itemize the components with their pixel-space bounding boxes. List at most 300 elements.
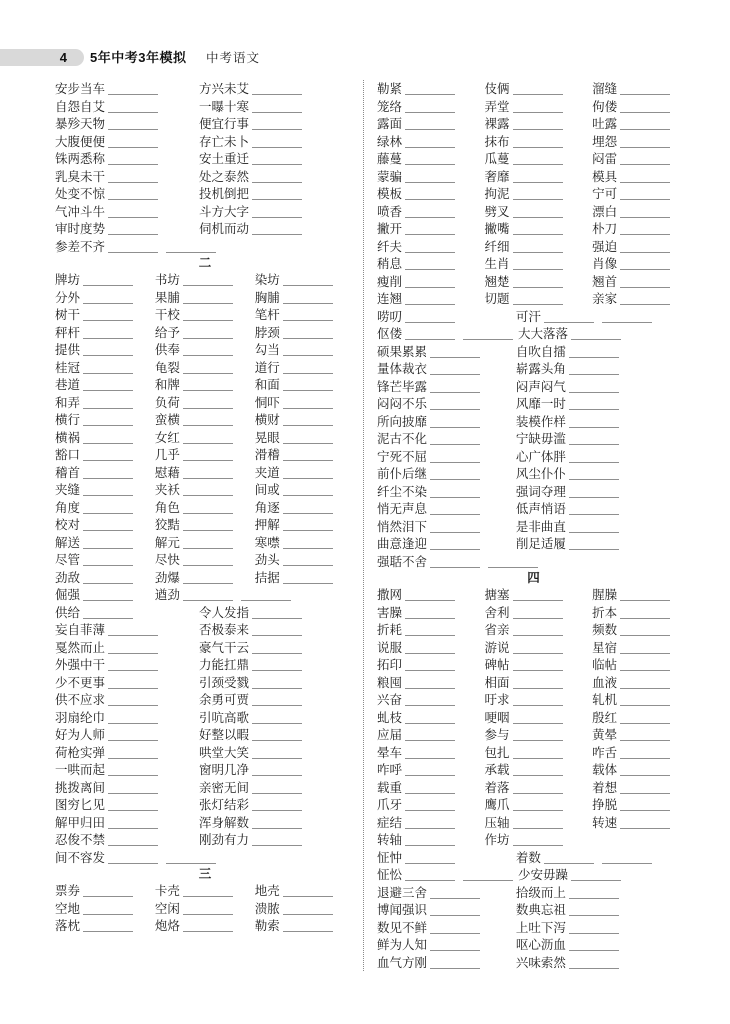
answer-blank-line (569, 374, 619, 375)
word-row (377, 80, 700, 98)
word-row (377, 884, 700, 902)
word-entry (592, 133, 700, 152)
word-text: 外强中干 (55, 658, 106, 672)
word-entry (377, 849, 516, 868)
answer-blank-line (513, 653, 563, 654)
word-entry (55, 917, 155, 936)
word-text: 角色 (154, 500, 180, 515)
word-text: 遒劲 (154, 588, 180, 602)
word-entry (377, 343, 516, 362)
word-entry (516, 919, 700, 938)
word-text: 量体裁衣 (377, 362, 428, 376)
word-text: 解送 (55, 535, 81, 550)
word-entry (255, 481, 355, 500)
word-entry (55, 289, 155, 308)
answer-blank-line (83, 931, 133, 932)
word-entry (55, 744, 199, 763)
answer-blank-line (83, 373, 133, 374)
answer-blank-line (183, 408, 233, 409)
word-row (55, 849, 355, 867)
answer-blank-line (513, 252, 563, 253)
word-text: 强迫 (592, 239, 618, 254)
word-text: 着数 (515, 850, 541, 865)
word-row (55, 726, 355, 744)
answer-blank-line (108, 199, 158, 200)
word-text: 巷道 (55, 378, 81, 392)
answer-blank-line (183, 513, 233, 514)
word-text: 笼络 (377, 99, 403, 114)
answer-blank-line (183, 320, 233, 321)
word-row (55, 341, 355, 359)
word-entry (377, 378, 516, 397)
word-entry (592, 98, 700, 117)
answer-blank-line (283, 355, 333, 356)
word-text: 博闻强识 (377, 903, 428, 917)
word-text: 地壳 (254, 884, 280, 898)
word-text: 悄然泪下 (377, 519, 428, 534)
word-row (55, 779, 355, 797)
word-entry (377, 255, 485, 274)
word-entry (155, 341, 255, 360)
word-entry (377, 866, 518, 885)
word-text: 牌坊 (55, 273, 81, 287)
answer-blank-line (620, 600, 670, 601)
word-text: 供奉 (154, 343, 180, 357)
word-entry (377, 621, 485, 640)
word-text: 包扎 (484, 745, 510, 760)
word-text: 处之泰然 (199, 169, 250, 184)
word-text: 斗方大字 (199, 204, 250, 219)
word-text: 承载 (484, 763, 510, 777)
word-entry (592, 709, 700, 728)
right-half (363, 80, 730, 971)
word-entry (55, 203, 199, 222)
word-text: 宁可 (592, 187, 618, 201)
word-row (377, 604, 700, 622)
word-text: 参差不齐 (55, 239, 106, 254)
word-row (377, 325, 700, 343)
word-text: 脖颈 (254, 325, 280, 340)
word-entry (592, 290, 700, 309)
answer-blank-line (513, 705, 563, 706)
answer-blank-line (620, 94, 670, 95)
answer-blank-line (108, 705, 158, 706)
word-entry (592, 674, 700, 693)
word-text: 撒网 (377, 588, 403, 602)
word-entry (485, 185, 593, 204)
word-text: 上吐下泻 (515, 920, 566, 935)
answer-blank-line (252, 182, 302, 183)
answer-blank-line (283, 390, 333, 391)
word-entry (377, 273, 485, 292)
word-text: 挑拨离间 (55, 780, 106, 795)
word-entry (485, 744, 593, 763)
answer-blank-line (252, 94, 302, 95)
answer-blank-line (620, 112, 670, 113)
word-text: 和面 (254, 378, 280, 392)
word-text: 劲头 (254, 553, 280, 567)
word-entry (55, 656, 199, 675)
word-text: 横财 (254, 413, 280, 427)
word-entry (377, 325, 518, 344)
answer-blank-line (252, 112, 302, 113)
word-entry (377, 448, 516, 467)
answer-blank-line (108, 863, 158, 864)
word-entry (592, 203, 700, 222)
answer-blank-line (513, 94, 563, 95)
word-entry (55, 150, 199, 169)
word-entry (155, 446, 255, 465)
word-entry (255, 499, 355, 518)
answer-blank-line (283, 320, 333, 321)
answer-blank-line (513, 670, 563, 671)
word-entry (518, 866, 700, 885)
word-text: 星宿 (592, 640, 618, 655)
word-entry (377, 238, 485, 257)
answer-blank-line (83, 530, 133, 531)
answer-blank-line (83, 460, 133, 461)
word-entry (377, 290, 485, 309)
answer-blank-line (405, 304, 455, 305)
word-text: 闷闷不乐 (377, 397, 428, 411)
answer-blank-line (283, 495, 333, 496)
word-entry (516, 308, 700, 327)
answer-blank-line (513, 182, 563, 183)
answer-blank-line (430, 567, 480, 568)
word-text: 解甲归田 (55, 815, 106, 830)
word-entry (592, 656, 700, 675)
word-text: 染坊 (254, 273, 280, 287)
word-entry (55, 516, 155, 535)
word-text: 崭露头角 (515, 362, 566, 376)
word-entry (255, 324, 355, 343)
word-entry (485, 709, 593, 728)
word-text: 铢两悉称 (55, 152, 106, 166)
answer-blank-line (569, 915, 619, 916)
word-entry (199, 709, 355, 728)
word-entry (516, 849, 700, 868)
answer-blank-line (430, 898, 480, 899)
word-text: 力能扛鼎 (199, 658, 250, 672)
answer-blank-line (183, 530, 233, 531)
word-text: 佝偻 (592, 99, 618, 114)
answer-blank-line (405, 775, 455, 776)
word-row (55, 359, 355, 377)
answer-blank-line (620, 147, 670, 148)
word-entry (377, 586, 485, 605)
page-number-pill (0, 49, 84, 66)
word-row (377, 290, 700, 308)
word-text: 哽咽 (484, 710, 510, 725)
answer-blank-line (405, 758, 455, 759)
word-text: 勒紧 (377, 82, 403, 96)
word-text: 少安毋躁 (518, 868, 569, 882)
subject-title: 中考语文 (206, 51, 261, 65)
answer-blank-line (108, 810, 158, 811)
answer-blank-line (488, 567, 538, 568)
answer-blank-line (283, 914, 333, 915)
word-row (377, 203, 700, 221)
word-entry (255, 271, 355, 290)
word-text: 鹰爪 (484, 798, 510, 812)
word-entry (516, 378, 700, 397)
answer-blank-line (83, 548, 133, 549)
word-text: 怔忡 (377, 850, 403, 865)
word-text: 给予 (154, 325, 180, 340)
word-entry (377, 656, 485, 675)
answer-blank-line (252, 129, 302, 130)
word-entry (55, 271, 155, 290)
word-text: 频数 (592, 623, 618, 637)
answer-blank-line (252, 164, 302, 165)
word-text: 弄堂 (484, 99, 510, 114)
answer-blank-line (283, 408, 333, 409)
answer-blank-line (83, 303, 133, 304)
word-entry (485, 586, 593, 605)
answer-blank-line (405, 94, 455, 95)
word-text: 装模作样 (515, 414, 566, 429)
word-row (55, 656, 355, 674)
word-row (55, 621, 355, 639)
word-entry (199, 691, 355, 710)
word-entry (155, 499, 255, 518)
answer-blank-line (252, 793, 302, 794)
word-text: 肖像 (592, 257, 618, 271)
word-row (55, 80, 355, 98)
word-text: 自吹自擂 (515, 344, 566, 359)
word-entry (255, 289, 355, 308)
word-text: 临帖 (592, 658, 618, 672)
word-row (55, 569, 355, 587)
word-entry (155, 394, 255, 413)
word-entry (255, 900, 355, 919)
word-entry (55, 394, 155, 413)
word-text: 折耗 (377, 623, 403, 637)
answer-blank-line (569, 898, 619, 899)
word-entry (199, 185, 355, 204)
answer-blank-line (405, 164, 455, 165)
word-entry (592, 586, 700, 605)
word-entry (377, 465, 516, 484)
answer-blank-line (569, 933, 619, 934)
word-text: 刚劲有力 (199, 833, 250, 847)
word-text: 浑身解数 (199, 815, 250, 830)
word-entry (485, 273, 593, 292)
word-entry (377, 691, 485, 710)
word-entry (55, 709, 199, 728)
word-text: 豪气干云 (199, 640, 250, 655)
word-text: 呕心沥血 (515, 938, 566, 952)
word-text: 切题 (484, 292, 510, 306)
word-entry (255, 551, 355, 570)
word-text: 退避三舍 (377, 885, 428, 900)
word-text: 妄自菲薄 (55, 623, 106, 637)
word-text: 和牌 (154, 378, 180, 392)
answer-blank-line (620, 793, 670, 794)
word-row (377, 413, 700, 431)
answer-blank-line (405, 828, 455, 829)
answer-blank-line (513, 147, 563, 148)
word-row (55, 133, 355, 151)
word-row (55, 324, 355, 342)
word-entry (255, 394, 355, 413)
answer-blank-line (405, 635, 455, 636)
answer-blank-line (283, 478, 333, 479)
word-text: 翘首 (592, 274, 618, 289)
word-text: 干校 (154, 308, 180, 322)
word-text: 兴味索然 (515, 955, 566, 970)
word-entry (55, 133, 199, 152)
answer-blank-line (83, 425, 133, 426)
word-text: 亲家 (592, 292, 618, 306)
answer-blank-line (108, 793, 158, 794)
word-entry (55, 115, 199, 134)
word-entry (516, 343, 700, 362)
word-entry (592, 185, 700, 204)
word-entry (55, 238, 221, 257)
word-entry (516, 954, 700, 973)
word-entry (592, 639, 700, 658)
word-text: 数典忘祖 (515, 903, 566, 917)
answer-blank-line (108, 740, 158, 741)
word-text: 连翘 (377, 292, 403, 306)
word-entry (377, 308, 516, 327)
word-text: 溃脓 (254, 901, 280, 916)
word-entry (592, 779, 700, 798)
word-entry (485, 290, 593, 309)
word-text: 安步当车 (55, 82, 106, 96)
word-text: 处变不惊 (55, 187, 106, 201)
word-text: 奢靡 (484, 169, 510, 184)
answer-blank-line (463, 880, 513, 881)
word-text: 裸露 (484, 117, 510, 131)
word-row (55, 98, 355, 116)
word-row (55, 917, 355, 935)
answer-blank-line (430, 549, 480, 550)
word-text: 舍利 (484, 605, 510, 620)
answer-blank-line (544, 863, 594, 864)
word-entry (199, 814, 355, 833)
word-text: 荷枪实弹 (55, 745, 106, 760)
answer-blank-line (283, 425, 333, 426)
answer-blank-line (252, 618, 302, 619)
word-entry (199, 604, 355, 623)
word-entry (55, 98, 199, 117)
word-entry (377, 150, 485, 169)
word-entry (592, 255, 700, 274)
word-text: 症结 (377, 815, 403, 830)
answer-blank-line (183, 931, 233, 932)
word-text: 窗明几净 (199, 763, 250, 777)
answer-blank-line (620, 758, 670, 759)
word-text: 书坊 (154, 273, 180, 287)
answer-blank-line (252, 199, 302, 200)
word-entry (377, 360, 516, 379)
word-entry (592, 726, 700, 745)
word-text: 所向披靡 (377, 414, 428, 429)
answer-blank-line (513, 600, 563, 601)
word-text: 图穷匕见 (55, 798, 106, 812)
word-text: 是非曲直 (515, 519, 566, 534)
answer-blank-line (620, 199, 670, 200)
word-row (377, 185, 700, 203)
word-text: 碑帖 (484, 658, 510, 672)
word-text: 撇嘴 (484, 222, 510, 236)
word-entry (55, 464, 155, 483)
word-text: 锋芒毕露 (377, 379, 428, 394)
word-entry (155, 271, 255, 290)
word-text: 夹袄 (154, 483, 180, 497)
word-text: 审时度势 (55, 222, 106, 236)
word-text: 瓜蔓 (484, 152, 510, 166)
word-entry (377, 185, 485, 204)
word-entry (377, 133, 485, 152)
word-row (377, 98, 700, 116)
word-entry (55, 499, 155, 518)
answer-blank-line (405, 670, 455, 671)
word-entry (377, 80, 485, 99)
word-text: 瘦削 (377, 274, 403, 289)
word-entry (155, 882, 255, 901)
word-entry (55, 831, 199, 850)
word-entry (516, 360, 700, 379)
answer-blank-line (430, 968, 480, 969)
answer-blank-line (83, 355, 133, 356)
word-entry (592, 761, 700, 780)
word-row (377, 726, 700, 744)
word-row (377, 483, 700, 501)
word-text: 投机倒把 (199, 187, 250, 201)
answer-blank-line (183, 338, 233, 339)
answer-blank-line (405, 287, 455, 288)
answer-blank-line (252, 147, 302, 148)
answer-blank-line (569, 532, 619, 533)
word-entry (377, 98, 485, 117)
page-number: 4 (59, 50, 67, 65)
answer-blank-line (405, 845, 455, 846)
answer-blank-line (513, 828, 563, 829)
answer-blank-line (569, 444, 619, 445)
word-entry (155, 411, 255, 430)
word-entry (485, 168, 593, 187)
word-text: 和弄 (55, 395, 81, 410)
word-text: 晕车 (377, 745, 403, 760)
answer-blank-line (108, 217, 158, 218)
answer-blank-line (183, 425, 233, 426)
word-text: 横祸 (55, 430, 81, 445)
word-text: 大大落落 (518, 327, 569, 341)
answer-blank-line (463, 339, 513, 340)
word-text: 转速 (592, 815, 618, 830)
word-text: 乳臭未干 (55, 169, 106, 184)
word-row (55, 271, 355, 289)
answer-blank-line (183, 390, 233, 391)
word-text: 豁口 (55, 448, 81, 462)
word-row (377, 115, 700, 133)
word-entry (516, 483, 700, 502)
answer-blank-line (430, 514, 480, 515)
answer-blank-line (283, 303, 333, 304)
word-row (55, 238, 355, 256)
answer-blank-line (405, 182, 455, 183)
answer-blank-line (405, 339, 455, 340)
word-entry (485, 674, 593, 693)
word-entry (485, 814, 593, 833)
word-text: 供不应求 (55, 693, 106, 707)
word-text: 宁缺毋滥 (515, 432, 566, 446)
answer-blank-line (283, 565, 333, 566)
answer-blank-line (183, 565, 233, 566)
